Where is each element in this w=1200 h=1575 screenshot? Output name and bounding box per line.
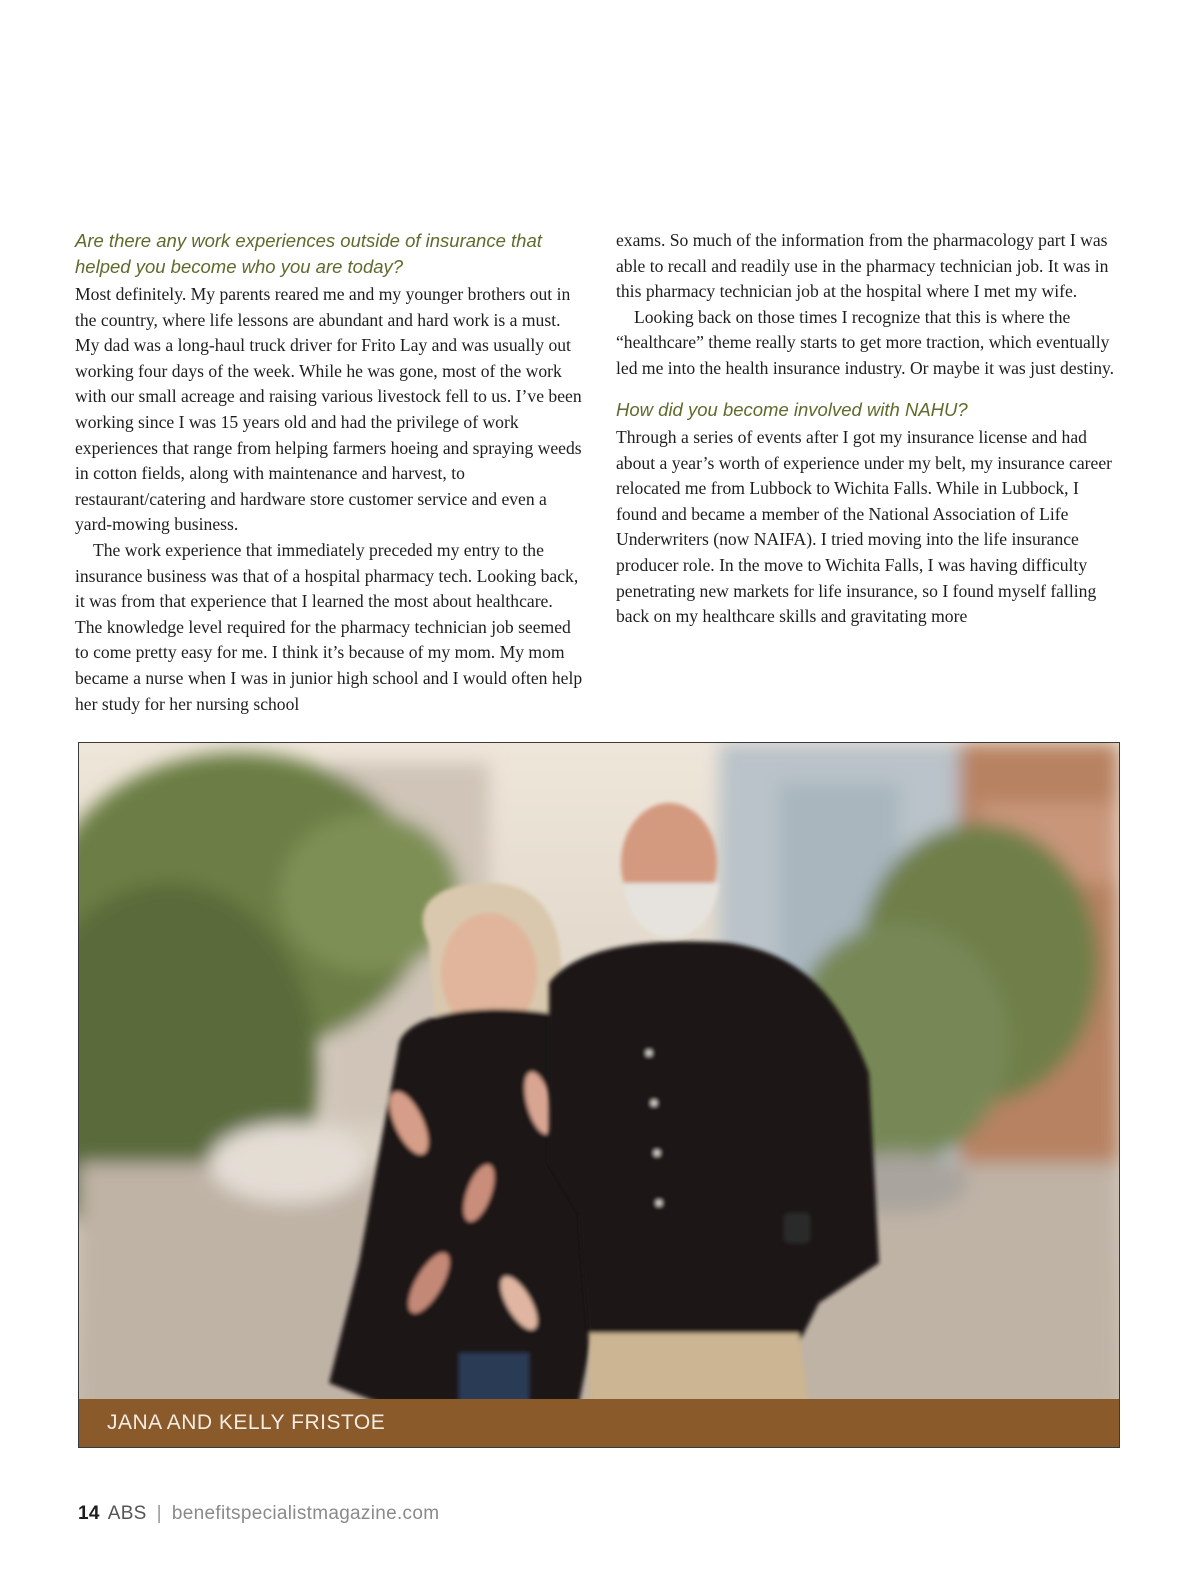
footer-separator: | xyxy=(156,1503,162,1524)
answer-paragraph: Most definitely. My parents reared me and my younger brothers out in the country, where life lessons are abundant and hard work is a must. My dad was a long-haul truck driver for Frito Lay and was usually out working four days of the week. While he was gone, most of the work with our small acreage and raising various livestock fell to us. I’ve been working since I was 15 years old and had the privilege of work experiences that range from helping farmers hoeing and spraying weeds in cotton fields, along with maintenance and harvest, to restaurant/catering and hardware store customer service and even a yard-mowing business. xyxy=(75,284,582,535)
answer-paragraph: The work experience that immediately preceded my entry to the insurance business was that of a hospital pharmacy tech. Looking back, it was from that experience that I learned the most about healthcare. The knowledge level required for the pharmacy technician job seemed to come pretty easy for me. I think it’s because of my mom. My mom became a nurse when I was in junior high school and I would often help her study for her nursing school xyxy=(75,539,583,714)
answer-paragraph: exams. So much of the information from the pharmacology part I was able to recall and readily use in the pharmacy technician job. It was in this pharmacy technician job at the hospital where I met my wife. xyxy=(616,230,1109,302)
photo-caption: JANA AND KELLY FRISTOE xyxy=(79,1399,1119,1447)
page-footer xyxy=(78,1503,439,1525)
left-column xyxy=(75,228,583,717)
website-url: benefitspecialistmagazine.com xyxy=(171,1503,440,1524)
couple-photo xyxy=(78,742,1120,1448)
right-column xyxy=(616,228,1121,630)
magazine-name: ABS xyxy=(107,1503,147,1524)
answer-paragraph: Through a series of events after I got my insurance license and had about a year’s worth of experience under my belt, my insurance career relocated me from Lubbock to Wichita Falls. While in Lubbock, I found and became a member of the National Association of Life Underwriters (now NAIFA). I tried moving into the life insurance producer role. In the move to Wichita Falls, I was having difficulty penetrating new markets for life insurance, so I found myself falling back on my healthcare skills and gravitating more xyxy=(616,427,1112,627)
answer-paragraph: Looking back on those times I recognize that this is where the “healthcare” theme really starts to get more traction, which eventually led me into the health insurance industry. Or maybe it was just destiny. xyxy=(616,306,1115,378)
question-heading-work-experience: Are there any work experiences outside of insurance that helped you become who you are today? xyxy=(75,230,542,277)
photo-illustration xyxy=(79,743,1119,1447)
question-heading-nahu: How did you become involved with NAHU? xyxy=(616,398,968,420)
page-number: 14 xyxy=(78,1503,100,1524)
